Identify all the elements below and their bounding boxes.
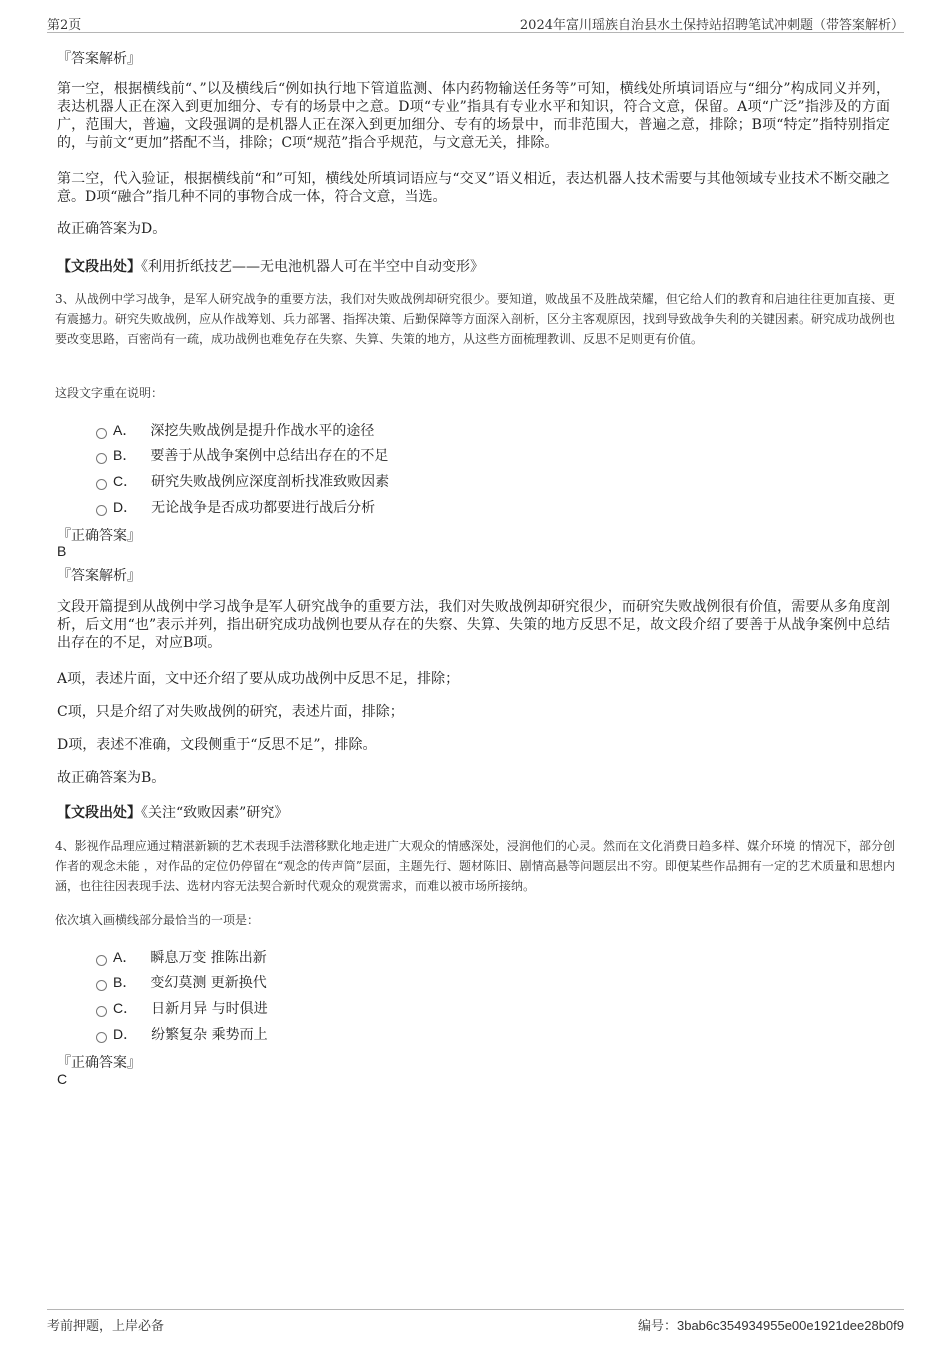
question-stem: 4、影视作品理应通过精湛新颖的艺术表现手法潜移默化地走进广大观众的情感深处，浸润他们的心灵。然而在文化消费日趋多样、媒介环境 的情况下，部分创作者的观念未能 ，对作品的定位仍停留在“观念的传声筒”层面，主题先行、题材陈旧、剧情高悬等问题层出不穷。即便某些作品拥有一定的艺术质量和思想内涵，也往往因表现手法、选材内容无法契合新时代观众的观赏需求，而难以被市场所接纳。 <box>55 839 895 893</box>
code-value: 3bab6c354934955e00e1921dee28b0f9 <box>676 1318 904 1333</box>
analysis-paragraph: 第二空，代入验证，根据横线前“和”可知，横线处所填词语应与“交叉”语义相近，表达机器人技术需要与其他领域专业技术不断交融之意。D项“融合”指几种不同的事物合成一体，符合文意，当选。 <box>57 171 890 205</box>
correct-answer: C <box>57 1071 68 1087</box>
option-b[interactable] <box>96 445 388 465</box>
option-a[interactable] <box>96 420 374 440</box>
page-header <box>47 12 904 33</box>
document-code <box>638 1315 904 1334</box>
analysis-paragraph: 第一空，根据横线前“、”以及横线后“例如执行地下管道监测、体内药物输送任务等”可知，横线处所填词语应与“细分”构成同义并列，表达机器人正在深入到更加细分、专有的场景中之意。D项“专业”指具有专业水平和知识，符合文意，保留。A项“广泛”指涉及的方面广，范围大，普遍，文段强调的是机器人正在深入到更加细分、专有的场景中，而非范围大，普遍之意，排除；B项“特定”指特别指定的，与前文“更加”搭配不当，排除；C项“规范”指合乎规范，与文意无关，排除。 <box>57 81 890 151</box>
question-stem: 3、从战例中学习战争，是军人研究战争的重要方法，我们对失败战例却研究很少。要知道，败战虽不及胜战荣耀，但它给人们的教育和启迪往往更加直接、更有震撼力。研究失败战例，应从作战筹划、兵力部署、指挥决策、后勤保障等方面深入剖析，区分主客观原因，找到导致战争失利的关键因素。研究成功战例也要改变思路，百密尚有一疏，成功战例也难免存在失察、失算、失策的地方，从这些方面梳理教训、反思不足则更有价值。 <box>55 292 896 346</box>
option-letter: D． <box>113 499 138 515</box>
option-a[interactable] <box>96 947 267 967</box>
option-text: 研究失败战例应深度剖析找准致败因素 <box>151 474 390 490</box>
option-letter: B． <box>113 447 137 463</box>
option-text: 深挖失败战例是提升作战水平的途径 <box>150 423 375 439</box>
option-c[interactable] <box>96 471 389 491</box>
correct-answer-heading: 『正确答案』 <box>57 528 141 544</box>
option-letter: C． <box>113 1000 138 1016</box>
option-text: 变幻莫测 更新换代 <box>150 975 267 991</box>
option-d[interactable] <box>96 1024 268 1044</box>
analysis-paragraph: 文段开篇提到从战例中学习战争是军人研究战争的重要方法，我们对失败战例却研究很少，而研究失败战例很有价值，需要从多角度剖析，后文用“也”表示并列，指出研究成功战例也要从存在的失察、失算、失策的地方反思不足，故文段介绍了要善于从战争案例中总结出存在的不足，对应B项。 <box>57 599 890 651</box>
option-text: 纷繁复杂 乘势而上 <box>151 1027 268 1043</box>
radio-button[interactable] <box>96 453 107 464</box>
option-c[interactable] <box>96 998 268 1018</box>
source-citation <box>57 256 484 276</box>
conclusion: 故正确答案为D。 <box>57 221 167 237</box>
radio-button[interactable] <box>96 428 107 439</box>
radio-button[interactable] <box>96 1032 107 1043</box>
option-letter: D． <box>113 1026 138 1042</box>
question-prompt: 依次填入画横线部分最恰当的一项是： <box>55 913 260 927</box>
source-title: 《关注“致败因素”研究》 <box>141 805 289 821</box>
document-title: 2024年富川瑶族自治县水土保持站招聘笔试冲刺题（带答案解析） <box>519 18 904 33</box>
option-letter: C． <box>113 473 138 489</box>
page-number: 第2页 <box>47 18 82 33</box>
radio-button[interactable] <box>96 980 107 991</box>
option-text: 瞬息万变 推陈出新 <box>150 950 267 966</box>
footer-note: 考前押题，上岸必备 <box>47 1319 165 1334</box>
radio-button[interactable] <box>96 479 107 490</box>
analysis-paragraph: A项，表述片面，文中还介绍了要从成功战例中反思不足，排除； <box>57 671 460 687</box>
radio-button[interactable] <box>96 1006 107 1017</box>
question-prompt: 这段文字重在说明： <box>55 386 164 400</box>
radio-button[interactable] <box>96 955 107 966</box>
source-title: 《利用折纸技艺——无电池机器人可在半空中自动变形》 <box>141 259 484 275</box>
radio-button[interactable] <box>96 505 107 516</box>
option-b[interactable] <box>96 972 267 992</box>
analysis-paragraph: C项，只是介绍了对失败战例的研究，表述片面，排除； <box>57 704 404 720</box>
correct-answer-heading: 『正确答案』 <box>57 1055 141 1071</box>
option-letter: A． <box>113 422 137 438</box>
analysis-paragraph: D项，表述不准确，文段侧重于“反思不足”，排除。 <box>57 737 377 753</box>
page-footer <box>47 1309 904 1334</box>
option-text: 日新月异 与时俱进 <box>151 1001 268 1017</box>
source-label: 【文段出处】 <box>57 259 141 275</box>
analysis-heading: 『答案解析』 <box>57 568 141 584</box>
correct-answer: B <box>57 543 67 559</box>
option-text: 要善于从战争案例中总结出存在的不足 <box>150 448 389 464</box>
option-letter: B． <box>113 974 137 990</box>
option-letter: A． <box>113 949 137 965</box>
option-d[interactable] <box>96 497 375 517</box>
code-label: 编号： <box>637 1319 677 1334</box>
analysis-heading: 『答案解析』 <box>57 51 141 67</box>
source-label: 【文段出处】 <box>57 805 141 821</box>
option-text: 无论战争是否成功都要进行战后分析 <box>151 500 376 516</box>
conclusion: 故正确答案为B。 <box>57 770 166 786</box>
source-citation <box>57 802 288 822</box>
